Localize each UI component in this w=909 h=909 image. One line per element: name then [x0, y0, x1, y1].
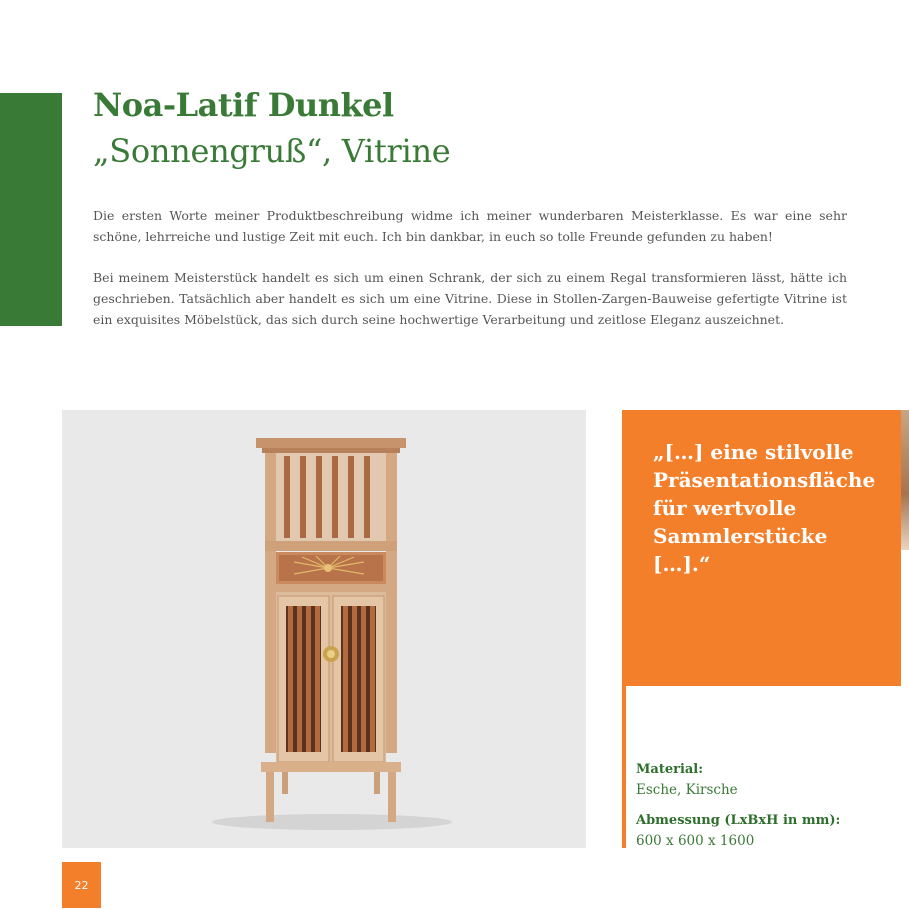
wood-strip	[901, 410, 909, 550]
product-photo	[62, 410, 586, 848]
quote-box	[622, 410, 901, 686]
vitrine-illustration	[62, 410, 586, 848]
description-paragraph: Bei meinem Meisterstück handelt es sich um einen Schrank, der sich zu einem Regal transformieren lässt, hätte ich geschrieben. Tatsächlich aber handelt es sich um eine Vitrine. Diese in Stollen-Zargen-Bauweise gefertigte Vitrine ist ein exquisites Möbelstück, das sich durch seine hochwertige Verarbeitung und zeitlose Eleganz auszeichnet.	[93, 270, 847, 327]
intro-paragraph: Die ersten Worte meiner Produktbeschreibung widme ich meiner wunderbaren Meisterklasse. Es war eine sehr schöne, lehrreiche und lustige Zeit mit euch. Ich bin dankbar, in euch so tolle Freunde gefunden zu haben!	[93, 208, 847, 244]
page-subtitle: „Sonnengruß“, Vitrine	[93, 132, 451, 170]
product-details	[636, 760, 896, 862]
pull-quote: „[…] eine stilvolle Präsentationsfläche für wertvolle Sammlerstücke […].“	[653, 440, 876, 576]
dimensions-label: Abmessung (LxBxH in mm):	[636, 813, 841, 828]
material-label: Material:	[636, 762, 704, 777]
page-number: 22	[62, 862, 101, 908]
material-value: Esche, Kirsche	[636, 782, 738, 798]
page-title: Noa-Latif Dunkel	[93, 86, 394, 124]
accent-line	[622, 686, 626, 848]
accent-bar	[0, 93, 62, 326]
dimensions-value: 600 x 600 x 1600	[636, 833, 755, 849]
